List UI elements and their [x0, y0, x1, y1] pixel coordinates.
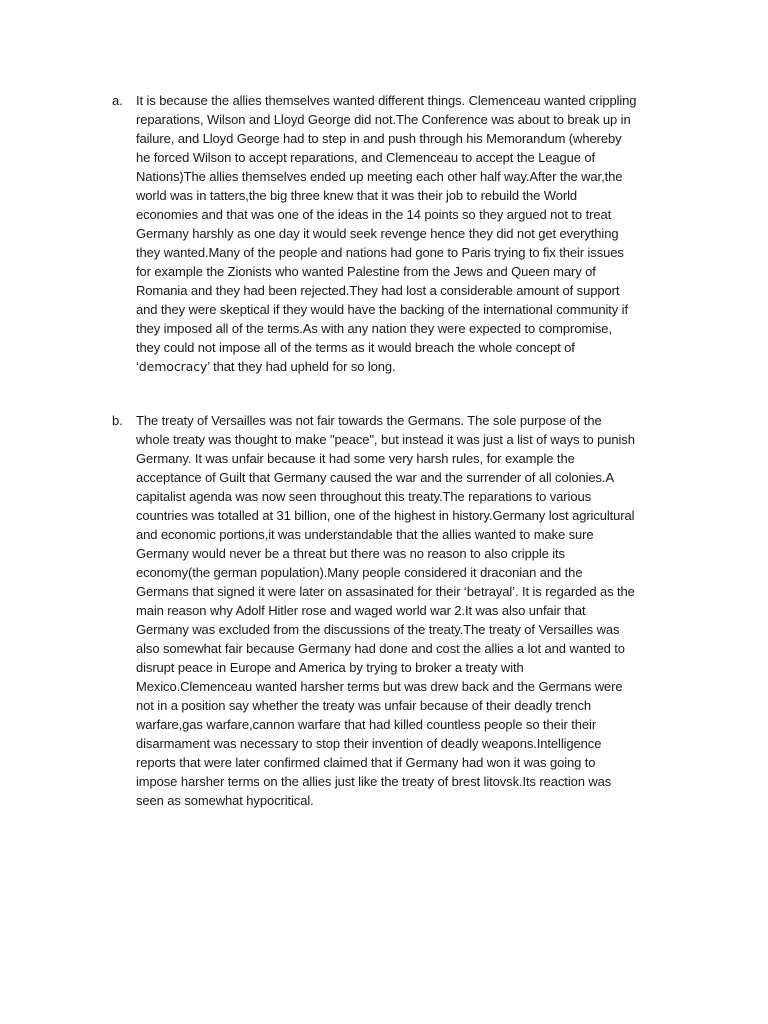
text-line: whole treaty was thought to make "peace", but instead it was just a list of ways to punish	[136, 432, 635, 447]
list-marker: a.	[112, 93, 123, 108]
text-line: Romania and they had been rejected.They had lost a considerable amount of support	[136, 283, 620, 298]
text-line: disrupt peace in Europe and America by trying to broker a treaty with	[136, 660, 524, 675]
text-line: world was in tatters,the big three knew that it was their job to rebuild the World	[136, 188, 578, 203]
text-line: Germany would never be a threat but there was no reason to also cripple its	[136, 546, 565, 561]
text-line: they could not impose all of the terms as it would breach the whole concept of	[136, 340, 575, 355]
list-marker: b.	[112, 413, 123, 428]
text-line: and economic portions,it was understandable that the allies wanted to make sure	[136, 527, 594, 542]
text-line: acceptance of Guilt that Germany caused the war and the surrender of all colonies.A	[136, 470, 615, 485]
text-line: Nations)The allies themselves ended up meeting each other half way.After the war,the	[136, 169, 623, 184]
text-line: impose harsher terms on the allies just like the treaty of brest litovsk.Its reaction was	[136, 774, 612, 789]
text-line: and they were skeptical if they would have the backing of the international community if	[136, 302, 628, 317]
text-line: Germans that signed it were later on assasinated for their ‘betrayal’. It is regarded as the	[136, 584, 635, 599]
text-line: The treaty of Versailles was not fair towards the Germans. The sole purpose of the	[136, 413, 602, 428]
text-line: reparations, Wilson and Lloyd George did not.The Conference was about to break up in	[136, 112, 631, 127]
text-line: for example the Zionists who wanted Palestine from the Jews and Queen mary of	[136, 264, 596, 279]
text-line-last	[136, 357, 682, 376]
text-line: Germany harshly as one day it would seek revenge hence they did not get everything	[136, 226, 619, 241]
text-line: It is because the allies themselves wanted different things. Clemenceau wanted crippling	[136, 93, 637, 108]
text-line: also somewhat fair because Germany had done and cost the allies a lot and wanted to	[136, 641, 625, 656]
text-line: countries was totalled at 31 billion, one of the highest in history.Germany lost agricultural	[136, 508, 635, 523]
paragraph-a	[136, 91, 682, 376]
text-line: warfare,gas warfare,cannon warfare that had killed countless people so their their	[136, 717, 597, 732]
text-line: seen as somewhat hypocritical.	[136, 793, 314, 808]
text-line: they imposed all of the terms.As with any nation they were expected to compromise,	[136, 321, 612, 336]
line-rest: ’ that they had upheld for so long.	[207, 359, 396, 374]
text-line: not in a position say whether the treaty was unfair because of their deadly trench	[136, 698, 592, 713]
text-line: Germany. It was unfair because it had some very harsh rules, for example the	[136, 451, 575, 466]
text-line: reports that were later confirmed claimed that if Germany had won it was going to	[136, 755, 596, 770]
text-line: he forced Wilson to accept reparations, and Clemenceau to accept the League of	[136, 150, 596, 165]
text-line: economies and that was one of the ideas in the 14 points so they argued not to treat	[136, 207, 612, 222]
text-line: economy(the german population).Many people considered it draconian and the	[136, 565, 583, 580]
text-line: capitalist agenda was now seen throughout this treaty.The reparations to various	[136, 489, 591, 504]
text-line: they wanted.Many of the people and nations had gone to Paris trying to fix their issues	[136, 245, 624, 260]
text-line: Mexico.Clemenceau wanted harsher terms but was drew back and the Germans were	[136, 679, 623, 694]
text-line: disarmament was necessary to stop their invention of deadly weapons.Intelligence	[136, 736, 602, 751]
paragraph-b	[136, 411, 682, 810]
open-quote: ‘	[136, 359, 139, 374]
text-line: Germany was excluded from the discussions of the treaty.The treaty of Versailles was	[136, 622, 620, 637]
text-line: main reason why Adolf Hitler rose and waged world war 2.It was also unfair that	[136, 603, 586, 618]
text-line: failure, and Lloyd George had to step in and push through his Memorandum (whereby	[136, 131, 622, 146]
emphasized-word: democracy	[138, 359, 208, 374]
